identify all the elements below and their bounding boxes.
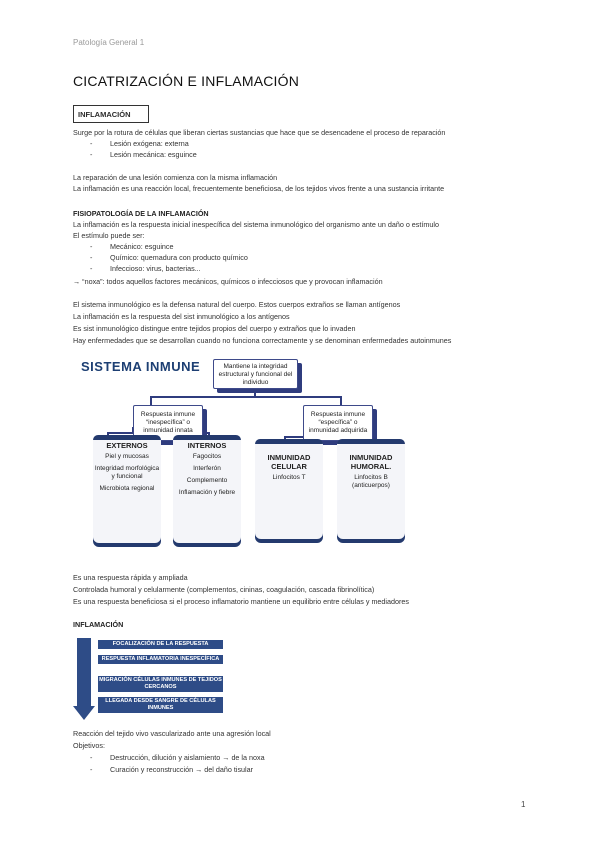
node-internos: INTERNOS Fagocitos Interferón Complemento Inflamación y fiebre	[173, 435, 241, 547]
paragraph: Hay enfermedades que se desarrollan cuando no funciona correctamente y se denominan enfermedades autoinmunes	[73, 336, 452, 345]
paragraph: Es sist inmunológico distingue entre tejidos propios del cuerpo y extraños que lo invaden	[73, 324, 356, 333]
paragraph: Objetivos:	[73, 741, 105, 750]
paragraph: La inflamación es la respuesta inicial inespecífica del sistema inmunológico del organismo ante un daño o estímulo	[73, 220, 439, 229]
paragraph: Controlada humoral y celularmente (complementos, cininas, coagulación, cascada fibrinolítica)	[73, 585, 375, 594]
down-arrow-icon	[77, 638, 91, 708]
paragraph: Es una respuesta beneficiosa si el proceso inflamatorio mantiene un equilibrio entre células y mediadores	[73, 597, 410, 606]
node-inmunidad-humoral: INMUNIDAD HUMORAL. Linfocitos B (anticuerpos)	[337, 439, 405, 543]
node-acquired: Respuesta inmune “específica” o inmunidad adquirida	[303, 405, 373, 441]
step-1: FOCALIZACIÓN DE LA RESPUESTA	[98, 640, 223, 649]
paragraph: Reacción del tejido vivo vascularizado ante una agresión local	[73, 729, 271, 738]
diagram-title: SISTEMA INMUNE	[81, 359, 201, 374]
arrow-head-icon	[73, 706, 95, 720]
node-externos: EXTERNOS Piel y mucosas Integridad morfológica y funcional Microbiota regional	[93, 435, 161, 547]
paragraph: El estímulo puede ser:	[73, 231, 145, 240]
node-inmunidad-celular: INMUNIDAD CELULAR Linfocitos T	[255, 439, 323, 543]
immune-system-diagram	[73, 355, 533, 555]
page-header: Patología General 1	[73, 38, 145, 47]
paragraph: Es una respuesta rápida y ampliada	[73, 573, 188, 582]
inflammation-steps-arrow	[73, 638, 233, 724]
paragraph: La inflamación es la respuesta del sist inmunológico a los antígenos	[73, 312, 290, 321]
paragraph: → “noxa”: todos aquellos factores mecánicos, químicos o infecciosos que y provocan inflamación	[73, 277, 383, 286]
step-2: RESPUESTA INFLAMATORIA INESPECÍFICA	[98, 655, 223, 664]
node-main: Mantiene la integridad estructural y funcional del individuo	[213, 359, 298, 389]
paragraph: El sistema inmunológico es la defensa natural del cuerpo. Estos cuerpos extraños se llaman antígenos	[73, 300, 401, 309]
paragraph: La inflamación es una reacción local, frecuentemente beneficiosa, de los tejidos vivos frente a una sustancia irritante	[73, 184, 445, 193]
section-heading-fisiopatologia: FISIOPATOLOGÍA DE LA INFLAMACIÓN	[73, 209, 209, 218]
step-3: MIGRACIÓN CÉLULAS INMUNES DE TEJIDOS CERCANOS	[99, 677, 222, 690]
node-innate: Respuesta inmune “inespecífica” o inmunidad innata	[133, 405, 203, 441]
section-heading-inflamacion: INFLAMACIÓN	[73, 105, 149, 123]
page-title: CICATRIZACIÓN E INFLAMACIÓN	[73, 73, 300, 89]
page-number: 1	[521, 800, 526, 809]
step-4: LLEGADA DESDE SANGRE DE CÉLULAS INMUNES	[98, 697, 223, 713]
section-heading-inflamacion-2: INFLAMACIÓN	[73, 620, 124, 629]
paragraph: La reparación de una lesión comienza con la misma inflamación	[73, 173, 278, 182]
paragraph: Surge por la rotura de células que liberan ciertas sustancias que hace que se desencadene el proceso de reparación	[73, 128, 446, 137]
